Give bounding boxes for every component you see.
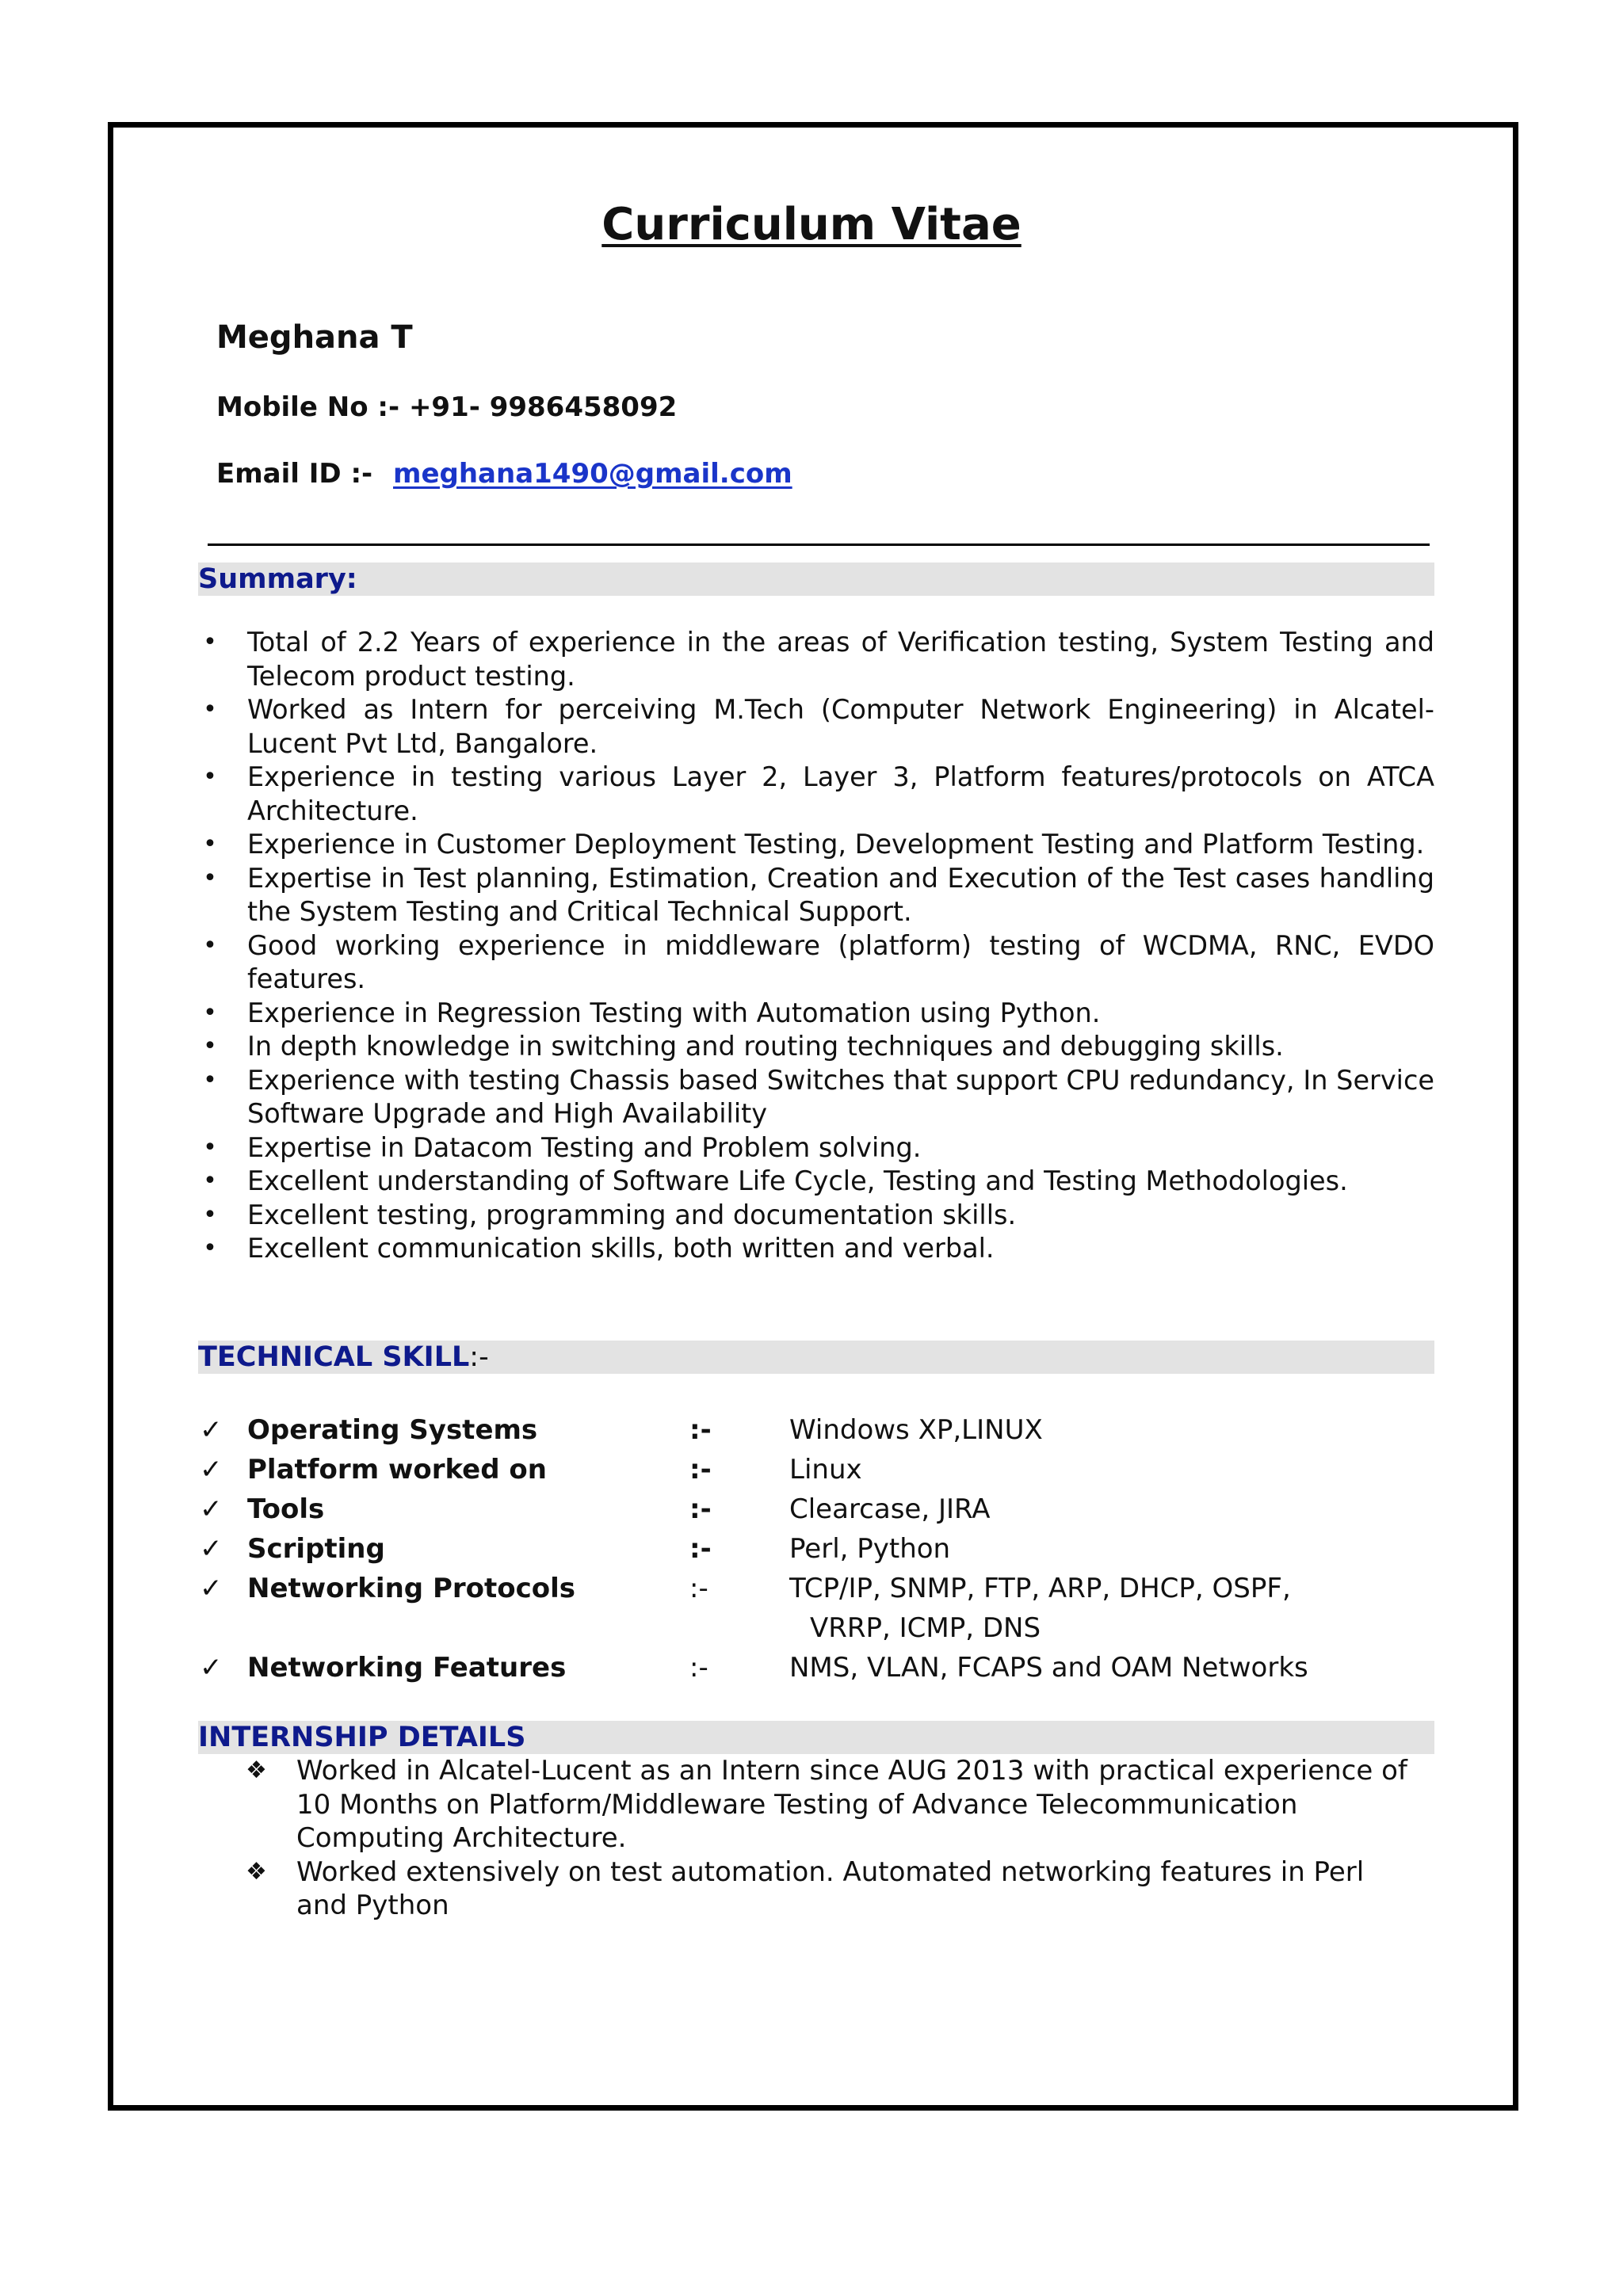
skill-value: Perl, Python — [789, 1533, 951, 1565]
technical-skill-section-header — [198, 1341, 1434, 1374]
skill-value-continuation: VRRP, ICMP, DNS — [810, 1612, 1041, 1644]
bullet-icon: • — [203, 1234, 217, 1262]
bullet-icon: • — [203, 1167, 217, 1195]
list-item: • Experience with testing Chassis based Switches that support CPU redundancy, In Service Software Upgrade and High Availability — [198, 1064, 1434, 1131]
bullet-icon: • — [203, 998, 217, 1027]
diamond-bullet-icon: ❖ — [246, 1756, 267, 1784]
list-item: • Expertise in Test planning, Estimation, Creation and Execution of the Test cases handling the System Testing and Critical Technical Support. — [198, 862, 1434, 929]
skill-name: Networking Features — [247, 1652, 567, 1684]
list-item: • Experience in Regression Testing with Automation using Python. — [198, 997, 1434, 1031]
check-icon: ✓ — [200, 1573, 223, 1604]
skill-value: Windows XP,LINUX — [789, 1414, 1043, 1446]
check-icon: ✓ — [200, 1652, 223, 1684]
summary-section-header — [198, 563, 1434, 596]
summary-list — [198, 626, 1434, 1266]
diamond-bullet-icon: ❖ — [246, 1857, 267, 1886]
list-item: • Worked as Intern for perceiving M.Tech (Computer Network Engineering) in Alcatel-Lucent Pvt Ltd, Bangalore. — [198, 693, 1434, 761]
check-icon: ✓ — [200, 1454, 223, 1486]
list-item: • Excellent testing, programming and documentation skills. — [198, 1199, 1434, 1233]
skill-separator: :- — [689, 1533, 712, 1565]
skill-name: Scripting — [247, 1533, 385, 1565]
skill-separator: :- — [689, 1454, 712, 1486]
bullet-icon: • — [203, 1200, 217, 1229]
skill-row — [198, 1648, 1434, 1688]
skill-separator: :- — [689, 1414, 712, 1446]
bullet-icon: • — [203, 628, 217, 656]
skill-name: Networking Protocols — [247, 1573, 576, 1604]
skill-row — [198, 1529, 1434, 1569]
list-item: • Excellent communication skills, both written and verbal. — [198, 1232, 1434, 1266]
list-item: • In depth knowledge in switching and routing techniques and debugging skills. — [198, 1030, 1434, 1064]
skill-row — [198, 1410, 1434, 1450]
list-item: • Total of 2.2 Years of experience in the areas of Verification testing, System Testing and Telecom product testing. — [198, 626, 1434, 693]
bullet-icon: • — [203, 931, 217, 959]
internship-list — [246, 1754, 1411, 1923]
check-icon: ✓ — [200, 1414, 223, 1446]
list-item: • Experience in testing various Layer 2, Layer 3, Platform features/protocols on ATCA Architecture. — [198, 761, 1434, 828]
skill-row — [198, 1489, 1434, 1529]
mobile-label: Mobile No :- — [216, 391, 400, 423]
list-item: ❖ Worked in Alcatel-Lucent as an Intern since AUG 2013 with practical experience of 10 Months on Platform/Middleware Testing of Advance Telecommunication Computing Architecture. — [246, 1755, 1407, 1854]
mobile-line — [216, 388, 677, 426]
skill-row — [198, 1450, 1434, 1489]
list-item: • Excellent understanding of Software Life Cycle, Testing and Testing Methodologies. — [198, 1165, 1434, 1199]
skill-separator: :- — [689, 1573, 708, 1604]
summary-heading: Summary: — [198, 563, 357, 595]
bullet-icon: • — [203, 763, 217, 791]
technical-skill-heading: TECHNICAL SKILL — [198, 1341, 470, 1373]
skill-value: Linux — [789, 1454, 862, 1486]
bullet-icon: • — [203, 830, 217, 858]
skill-name: Platform worked on — [247, 1454, 547, 1486]
mobile-value: +91- 9986458092 — [408, 391, 678, 423]
list-item: • Expertise in Datacom Testing and Problem solving. — [198, 1131, 1434, 1165]
bullet-icon: • — [203, 1032, 217, 1060]
skill-separator: :- — [689, 1493, 712, 1525]
bullet-icon: • — [203, 1066, 217, 1094]
skills-table — [198, 1410, 1434, 1688]
internship-section-header — [198, 1721, 1434, 1754]
list-item: • Experience in Customer Deployment Testing, Development Testing and Platform Testing. — [198, 828, 1434, 862]
internship-heading: INTERNSHIP DETAILS — [198, 1722, 526, 1753]
skill-value: Clearcase, JIRA — [789, 1493, 991, 1525]
technical-skill-heading-suffix: :- — [469, 1341, 489, 1373]
document-title: Curriculum Vitae — [601, 199, 1022, 250]
header-divider — [208, 543, 1430, 546]
skill-row — [198, 1569, 1434, 1648]
check-icon: ✓ — [200, 1493, 223, 1525]
email-label: Email ID :- — [216, 458, 373, 490]
candidate-name: Meghana T — [216, 319, 413, 356]
check-icon: ✓ — [200, 1533, 223, 1565]
skill-value: TCP/IP, SNMP, FTP, ARP, DHCP, OSPF, VRRP, ICMP, DNS — [789, 1573, 1291, 1644]
bullet-icon: • — [203, 1133, 217, 1161]
skill-name: Operating Systems — [247, 1414, 538, 1446]
list-item: • Good working experience in middleware (platform) testing of WCDMA, RNC, EVDO features. — [198, 929, 1434, 997]
skill-separator: :- — [689, 1652, 708, 1684]
bullet-icon: • — [203, 864, 217, 892]
skill-value: NMS, VLAN, FCAPS and OAM Networks — [789, 1652, 1308, 1684]
skill-name: Tools — [247, 1493, 325, 1525]
bullet-icon: • — [203, 696, 217, 723]
list-item: ❖ Worked extensively on test automation. Automated networking features in Perl and Python — [246, 1855, 1365, 1921]
email-line — [216, 455, 792, 493]
email-link[interactable]: meghana1490@gmail.com — [393, 458, 792, 490]
